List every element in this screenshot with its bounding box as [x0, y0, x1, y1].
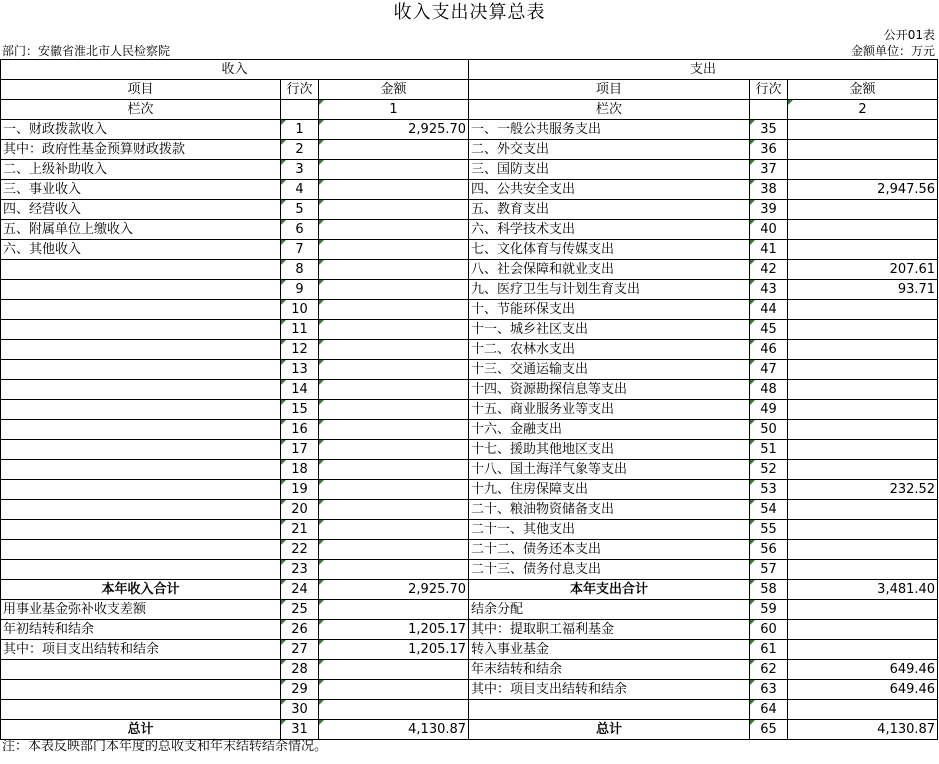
income-row-no: 21 — [281, 520, 319, 540]
expense-amount — [788, 420, 938, 440]
income-amount — [319, 140, 469, 160]
income-amount — [319, 460, 469, 480]
income-item: 总计 — [1, 720, 281, 740]
expense-item: 八、社会保障和就业支出 — [469, 260, 750, 280]
footnote: 注：本表反映部门本年度的总收支和年末结转结余情况。 — [2, 739, 328, 754]
expense-item: 十二、农林水支出 — [469, 340, 750, 360]
column-header-row — [1, 80, 938, 100]
income-item: 二、上级补助收入 — [1, 160, 281, 180]
expense-row-no: 50 — [750, 420, 788, 440]
income-amount — [319, 260, 469, 280]
expense-amount — [788, 220, 938, 240]
income-amount — [319, 500, 469, 520]
income-amount — [319, 480, 469, 500]
expense-row-no: 37 — [750, 160, 788, 180]
expense-amount — [788, 500, 938, 520]
income-amount: 2,925.70 — [319, 120, 469, 140]
table-title: 收入支出决算总表 — [393, 2, 546, 23]
column-number-row — [1, 100, 938, 120]
expense-item: 其中：项目支出结转和结余 — [469, 680, 750, 700]
income-item — [1, 540, 281, 560]
income-item-header: 项目 — [1, 80, 281, 100]
table-row — [1, 240, 938, 260]
income-row-no: 13 — [281, 360, 319, 380]
expense-row-no: 39 — [750, 200, 788, 220]
table-row — [1, 220, 938, 240]
expense-row-no: 42 — [750, 260, 788, 280]
expense-item: 六、科学技术支出 — [469, 220, 750, 240]
expense-row-no: 49 — [750, 400, 788, 420]
income-amount: 1,205.17 — [319, 640, 469, 660]
expense-item: 五、教育支出 — [469, 200, 750, 220]
expense-row-no: 64 — [750, 700, 788, 720]
expense-row-no: 57 — [750, 560, 788, 580]
department-label: 部门：安徽省淮北市人民检察院 — [2, 44, 171, 58]
income-amount — [319, 180, 469, 200]
income-row-no: 15 — [281, 400, 319, 420]
income-amount — [319, 660, 469, 680]
income-row-no: 14 — [281, 380, 319, 400]
table-row — [1, 320, 938, 340]
income-row-no: 10 — [281, 300, 319, 320]
income-amount: 1,205.17 — [319, 620, 469, 640]
income-row-no: 11 — [281, 320, 319, 340]
income-amount — [319, 240, 469, 260]
table-row — [1, 700, 938, 720]
income-amount — [319, 540, 469, 560]
income-item: 本年收入合计 — [1, 580, 281, 600]
expense-item: 二十一、其他支出 — [469, 520, 750, 540]
income-amount — [319, 340, 469, 360]
income-row-no: 31 — [281, 720, 319, 740]
income-row-no: 3 — [281, 160, 319, 180]
expense-row-no: 65 — [750, 720, 788, 740]
expense-row-no: 54 — [750, 500, 788, 520]
table-row — [1, 380, 938, 400]
expense-row-no: 45 — [750, 320, 788, 340]
expense-row-no: 38 — [750, 180, 788, 200]
expense-row-no: 36 — [750, 140, 788, 160]
expense-item: 二十三、债务付息支出 — [469, 560, 750, 580]
expense-amount: 207.61 — [788, 260, 938, 280]
expense-row-no: 59 — [750, 600, 788, 620]
expense-row-no: 61 — [750, 640, 788, 660]
section-header-row — [1, 60, 938, 80]
expense-amount — [788, 620, 938, 640]
income-item: 其中：项目支出结转和结余 — [1, 640, 281, 660]
table-row — [1, 280, 938, 300]
income-row-no: 26 — [281, 620, 319, 640]
income-amount — [319, 400, 469, 420]
expense-row-no: 52 — [750, 460, 788, 480]
income-amount — [319, 520, 469, 540]
income-row-no: 2 — [281, 140, 319, 160]
expense-amount: 649.46 — [788, 680, 938, 700]
expense-amount — [788, 320, 938, 340]
expense-item: 本年支出合计 — [469, 580, 750, 600]
income-row-no: 23 — [281, 560, 319, 580]
table-row — [1, 440, 938, 460]
expense-row-no: 46 — [750, 340, 788, 360]
expense-item: 十五、商业服务业等支出 — [469, 400, 750, 420]
income-item — [1, 380, 281, 400]
expense-row-no: 53 — [750, 480, 788, 500]
table-row — [1, 660, 938, 680]
expense-row-no: 41 — [750, 240, 788, 260]
income-item — [1, 520, 281, 540]
expense-amount — [788, 140, 938, 160]
table-row — [1, 640, 938, 660]
table-row — [1, 720, 938, 740]
expense-amount — [788, 520, 938, 540]
unit-label: 金额单位：万元 — [850, 44, 935, 58]
income-amount — [319, 220, 469, 240]
expense-row-no: 51 — [750, 440, 788, 460]
income-row-no: 9 — [281, 280, 319, 300]
income-item — [1, 560, 281, 580]
income-row-no: 18 — [281, 460, 319, 480]
income-item — [1, 700, 281, 720]
expense-item: 十六、金融支出 — [469, 420, 750, 440]
income-item — [1, 680, 281, 700]
expense-amount — [788, 340, 938, 360]
expense-item-header: 项目 — [469, 80, 750, 100]
table-row — [1, 600, 938, 620]
expense-row-no: 55 — [750, 520, 788, 540]
income-item: 三、事业收入 — [1, 180, 281, 200]
income-expense-table — [0, 59, 938, 740]
income-column-number: 1 — [319, 100, 469, 120]
expense-amount — [788, 440, 938, 460]
expense-amount: 4,130.87 — [788, 720, 938, 740]
table-row — [1, 680, 938, 700]
expense-item: 十九、住房保障支出 — [469, 480, 750, 500]
income-row-no: 24 — [281, 580, 319, 600]
income-item — [1, 400, 281, 420]
expense-item: 十八、国土海洋气象等支出 — [469, 460, 750, 480]
income-row-no: 16 — [281, 420, 319, 440]
expense-item: 十一、城乡社区支出 — [469, 320, 750, 340]
expense-item: 十、节能环保支出 — [469, 300, 750, 320]
income-row-no: 4 — [281, 180, 319, 200]
table-row — [1, 300, 938, 320]
income-amount-header: 金额 — [319, 80, 469, 100]
income-amount — [319, 380, 469, 400]
expense-item: 年末结转和结余 — [469, 660, 750, 680]
expense-amount — [788, 560, 938, 580]
expense-item: 七、文化体育与传媒支出 — [469, 240, 750, 260]
income-item — [1, 660, 281, 680]
expense-item: 九、医疗卫生与计划生育支出 — [469, 280, 750, 300]
expense-amount — [788, 360, 938, 380]
income-item — [1, 460, 281, 480]
income-amount — [319, 160, 469, 180]
income-item: 用事业基金弥补收支差额 — [1, 600, 281, 620]
income-amount — [319, 280, 469, 300]
income-row-no: 8 — [281, 260, 319, 280]
table-row — [1, 340, 938, 360]
expense-column-no-blank — [750, 100, 788, 120]
income-amount — [319, 320, 469, 340]
table-row — [1, 540, 938, 560]
income-item — [1, 440, 281, 460]
income-row-no: 27 — [281, 640, 319, 660]
table-row — [1, 420, 938, 440]
expense-amount — [788, 200, 938, 220]
expense-row-no: 43 — [750, 280, 788, 300]
expense-amount — [788, 640, 938, 660]
expense-item: 总计 — [469, 720, 750, 740]
income-item: 四、经营收入 — [1, 200, 281, 220]
expense-row-no: 47 — [750, 360, 788, 380]
expense-item: 十四、资源勘探信息等支出 — [469, 380, 750, 400]
expense-amount — [788, 300, 938, 320]
income-item: 六、其他收入 — [1, 240, 281, 260]
income-row-no: 29 — [281, 680, 319, 700]
form-number: 公开01表 — [883, 28, 935, 42]
income-row-no: 19 — [281, 480, 319, 500]
expense-amount-header: 金额 — [788, 80, 938, 100]
income-column-no-label: 栏次 — [1, 100, 281, 120]
income-amount: 4,130.87 — [319, 720, 469, 740]
income-amount — [319, 360, 469, 380]
income-amount — [319, 560, 469, 580]
income-amount — [319, 600, 469, 620]
income-item: 其中：政府性基金预算财政拨款 — [1, 140, 281, 160]
expense-item — [469, 700, 750, 720]
income-row-no: 30 — [281, 700, 319, 720]
expense-amount: 232.52 — [788, 480, 938, 500]
income-item — [1, 320, 281, 340]
income-column-no-blank — [281, 100, 319, 120]
income-row-no: 1 — [281, 120, 319, 140]
expense-item: 十七、援助其他地区支出 — [469, 440, 750, 460]
income-item — [1, 260, 281, 280]
expense-amount — [788, 120, 938, 140]
expense-item: 其中：提取职工福利基金 — [469, 620, 750, 640]
income-row-no-header: 行次 — [281, 80, 319, 100]
table-row — [1, 620, 938, 640]
income-item — [1, 420, 281, 440]
table-row — [1, 120, 938, 140]
income-row-no: 7 — [281, 240, 319, 260]
expense-item: 十三、交通运输支出 — [469, 360, 750, 380]
expense-item: 二十、粮油物资储备支出 — [469, 500, 750, 520]
income-row-no: 12 — [281, 340, 319, 360]
income-item — [1, 360, 281, 380]
income-item: 一、财政拨款收入 — [1, 120, 281, 140]
table-row — [1, 520, 938, 540]
expense-row-no: 62 — [750, 660, 788, 680]
income-row-no: 28 — [281, 660, 319, 680]
expense-column-number: 2 — [788, 100, 938, 120]
expense-column-no-label: 栏次 — [469, 100, 750, 120]
expense-row-no: 35 — [750, 120, 788, 140]
income-item: 五、附属单位上缴收入 — [1, 220, 281, 240]
expense-item: 转入事业基金 — [469, 640, 750, 660]
table-row — [1, 180, 938, 200]
income-item — [1, 480, 281, 500]
income-amount: 2,925.70 — [319, 580, 469, 600]
expense-amount: 93.71 — [788, 280, 938, 300]
income-item: 年初结转和结余 — [1, 620, 281, 640]
income-amount — [319, 420, 469, 440]
income-amount — [319, 300, 469, 320]
table-row — [1, 580, 938, 600]
expense-amount: 2,947.56 — [788, 180, 938, 200]
expense-row-no: 44 — [750, 300, 788, 320]
income-item — [1, 340, 281, 360]
expense-item: 二十二、债务还本支出 — [469, 540, 750, 560]
income-amount — [319, 200, 469, 220]
expense-amount — [788, 700, 938, 720]
table-row — [1, 160, 938, 180]
table-row — [1, 140, 938, 160]
income-amount — [319, 440, 469, 460]
income-item — [1, 300, 281, 320]
income-section-header: 收入 — [1, 60, 469, 80]
expense-item: 结余分配 — [469, 600, 750, 620]
expense-row-no: 58 — [750, 580, 788, 600]
expense-amount — [788, 380, 938, 400]
income-amount — [319, 680, 469, 700]
expense-amount — [788, 460, 938, 480]
expense-amount: 649.46 — [788, 660, 938, 680]
expense-item: 四、公共安全支出 — [469, 180, 750, 200]
expense-amount: 3,481.40 — [788, 580, 938, 600]
income-row-no: 20 — [281, 500, 319, 520]
expense-row-no: 40 — [750, 220, 788, 240]
table-row — [1, 480, 938, 500]
income-item — [1, 280, 281, 300]
income-item — [1, 500, 281, 520]
table-row — [1, 400, 938, 420]
expense-item: 三、国防支出 — [469, 160, 750, 180]
income-row-no: 17 — [281, 440, 319, 460]
expense-row-no-header: 行次 — [750, 80, 788, 100]
table-row — [1, 260, 938, 280]
expense-row-no: 63 — [750, 680, 788, 700]
expense-row-no: 48 — [750, 380, 788, 400]
income-row-no: 6 — [281, 220, 319, 240]
expense-amount — [788, 160, 938, 180]
table-row — [1, 500, 938, 520]
table-row — [1, 460, 938, 480]
expense-amount — [788, 600, 938, 620]
expense-item: 二、外交支出 — [469, 140, 750, 160]
expense-item: 一、一般公共服务支出 — [469, 120, 750, 140]
expense-amount — [788, 540, 938, 560]
income-row-no: 25 — [281, 600, 319, 620]
income-row-no: 22 — [281, 540, 319, 560]
expense-amount — [788, 240, 938, 260]
table-row — [1, 360, 938, 380]
expense-amount — [788, 400, 938, 420]
income-row-no: 5 — [281, 200, 319, 220]
table-row — [1, 200, 938, 220]
expense-row-no: 60 — [750, 620, 788, 640]
expense-row-no: 56 — [750, 540, 788, 560]
income-amount — [319, 700, 469, 720]
expense-section-header: 支出 — [469, 60, 938, 80]
table-row — [1, 560, 938, 580]
